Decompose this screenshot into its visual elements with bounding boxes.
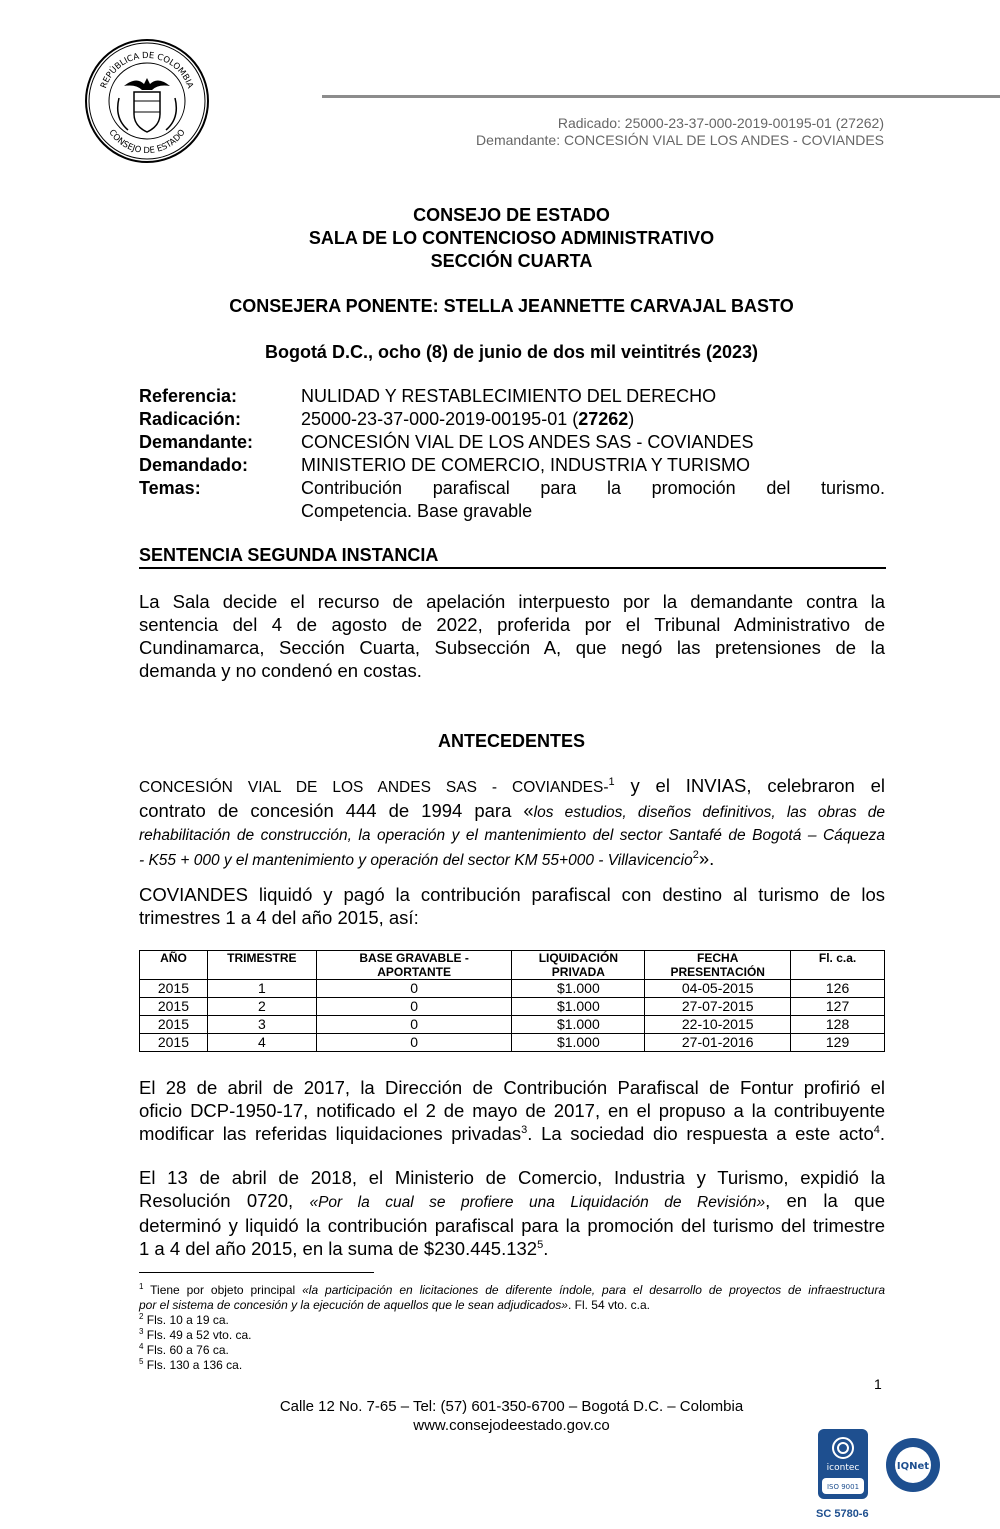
plaintiff-label: Demandante:: [139, 432, 254, 452]
footer-website: www.consejodeestado.gov.co: [413, 1417, 610, 1434]
footnote-ref-1: 1: [608, 775, 615, 788]
seal-text-top: REPÚBLICA DE COLOMBIA: [99, 50, 195, 90]
cell-folio: 126: [791, 980, 885, 998]
cell-date: 04-05-2015: [645, 980, 791, 998]
topics-value: Contribución parafiscal para la promoción del turismo. Competencia. Base gravable: [301, 478, 885, 521]
header-year: AÑO: [140, 951, 208, 980]
cell-quarter: 4: [207, 1034, 316, 1052]
payment-paragraph: COVIANDES liquidó y pagó la contribución parafiscal con destino al turismo de los trimestres 1 a 4 del año 2015, así:: [139, 884, 885, 928]
header-rule: [322, 95, 1000, 98]
footer-address: Calle 12 No. 7-65 – Tel: (57) 601-350-6700 – Bogotá D.C. – Colombia: [279, 1398, 744, 1415]
cell-folio: 129: [791, 1034, 885, 1052]
topics-label: Temas:: [139, 478, 201, 498]
rapporteur-title: CONSEJERA PONENTE: STELLA JEANNETTE CARVAJAL BASTO: [229, 296, 794, 316]
header-folio: Fl. c.a.: [791, 951, 885, 980]
header-plaintiff: Demandante: CONCESIÓN VIAL DE LOS ANDES - COVIANDES: [476, 132, 884, 148]
cell-year: 2015: [140, 1034, 208, 1052]
fontur-paragraph: El 28 de abril de 2017, la Dirección de Contribución Parafiscal de Fontur profirió el oficio DCP-1950-17, notificado el 2 de mayo de 2017, en el propuso a la contribuyente modificar las referidas liquidaciones privadas$^3$. La sociedad dio respuesta a este acto$^4$.: [139, 1077, 885, 1144]
resolution-paragraph: El 13 de abril de 2018, el Ministerio de Comercio, Industria y Turismo, expidió la Resolución 0720, «Por la cual se profiere una Liquidación de Revisión», en la que determinó y liquidó la contribución parafiscal para la promoción del turismo del trimestre 1 a 4 del año 2015, en la suma de $230.445.132$^5$.: [139, 1167, 885, 1259]
cell-base: 0: [316, 980, 512, 998]
cell-date: 27-01-2016: [645, 1034, 791, 1052]
cell-year: 2015: [140, 998, 208, 1016]
cell-liq: $1.000: [512, 1016, 645, 1034]
cell-folio: 128: [791, 1016, 885, 1034]
republic-of-colombia-seal: [84, 38, 210, 164]
svg-text:ISO 9001: ISO 9001: [826, 1483, 860, 1491]
footnote-3: $^3$ Fls. 49 a 52 vto. ca.: [139, 1327, 252, 1342]
footnote-rule: [139, 1272, 374, 1273]
footnote-1: $^1$ Tiene por objeto principal «la participación en licitaciones de diferente índole, para el desarrollo de proyectos de infraestructura por el sistema de concesión y la ejecución de aquellos que le sean adjudicados». Fl. 54 vto. c.a.: [139, 1282, 885, 1312]
svg-text:icontec: icontec: [826, 1463, 860, 1473]
footnote-ref-4: 4: [873, 1123, 880, 1136]
cell-quarter: 2: [207, 998, 316, 1016]
svg-text:IQNet: IQNet: [896, 1461, 930, 1472]
footnote-ref-2: 2: [692, 848, 699, 861]
date-place: Bogotá D.C., ocho (8) de junio de dos mil veintitrés (2023): [264, 342, 759, 362]
header-base: BASE GRAVABLE - APORTANTE: [316, 951, 512, 980]
reference-value: NULIDAD Y RESTABLECIMIENTO DEL DERECHO: [301, 386, 717, 406]
header-liquidation: LIQUIDACIÓN PRIVADA: [512, 951, 645, 980]
cell-base: 0: [316, 1016, 512, 1034]
cell-date: 27-07-2015: [645, 998, 791, 1016]
header-date: FECHA PRESENTACIÓN: [645, 951, 791, 980]
cell-liq: $1.000: [512, 998, 645, 1016]
table-row: [140, 980, 885, 998]
cell-base: 0: [316, 998, 512, 1016]
footnote-4: $^4$ Fls. 60 a 76 ca.: [139, 1342, 229, 1357]
radication-value: 25000-23-37-000-2019-00195-01 (27262): [301, 409, 635, 429]
table-header-row: [140, 951, 885, 980]
chamber-title: SALA DE LO CONTENCIOSO ADMINISTRATIVO: [308, 228, 715, 248]
cell-folio: 127: [791, 998, 885, 1016]
defendant-label: Demandado:: [139, 455, 249, 475]
footnote-ref-3: 3: [521, 1123, 528, 1136]
iqnet-badge: [884, 1436, 942, 1494]
cell-base: 0: [316, 1034, 512, 1052]
contribution-table: [139, 950, 885, 1052]
contract-paragraph: CONCESIÓN VIAL DE LOS ANDES SAS - COVIANDES-$^1$ y el INVIAS, celebraron el contrato de concesión 444 de 1994 para «los estudios, diseños definitivos, las obras de rehabilitación de construcción, la operación y el mantenimiento del sector Santafé de Bogotá – Cáqueza - K55 + 000 y el mantenimiento y operación del sector KM 55+000 - Villavicencio$^2$».: [139, 775, 885, 869]
cell-year: 2015: [140, 1016, 208, 1034]
header-case-number: Radicado: 25000-23-37-000-2019-00195-01 (27262): [557, 115, 884, 131]
court-title: CONSEJO DE ESTADO: [413, 205, 610, 225]
table-row: [140, 1016, 885, 1034]
cell-quarter: 3: [207, 1016, 316, 1034]
cell-liq: $1.000: [512, 1034, 645, 1052]
page-number: 1: [874, 1376, 882, 1392]
cell-liq: $1.000: [512, 980, 645, 998]
antecedentes-heading: ANTECEDENTES: [437, 731, 585, 751]
seal-text-bottom: CONSEJO DE ESTADO: [106, 127, 188, 157]
certificate-code: SC 5780-6: [816, 1508, 869, 1520]
radication-label: Radicación:: [139, 409, 242, 429]
cell-year: 2015: [140, 980, 208, 998]
defendant-value: MINISTERIO DE COMERCIO, INDUSTRIA Y TURISMO: [301, 455, 751, 475]
plaintiff-value: CONCESIÓN VIAL DE LOS ANDES SAS - COVIANDES: [301, 432, 754, 452]
section-title: SECCIÓN CUARTA: [430, 251, 593, 271]
reference-label: Referencia:: [139, 386, 238, 406]
table-row: [140, 998, 885, 1016]
header-quarter: TRIMESTRE: [207, 951, 316, 980]
sentence-heading: SENTENCIA SEGUNDA INSTANCIA: [139, 544, 886, 569]
footnote-5: $^5$ Fls. 130 a 136 ca.: [139, 1357, 243, 1372]
intro-paragraph: La Sala decide el recurso de apelación interpuesto por la demandante contra la sentencia del 4 de agosto de 2022, proferida por el Tribunal Administrativo de Cundinamarca, Sección Cuarta, Subsección A, que negó las pretensiones de la demanda y no condenó en costas.: [139, 591, 885, 681]
cell-date: 22-10-2015: [645, 1016, 791, 1034]
icontec-iso-9001-badge: [817, 1428, 869, 1500]
cell-quarter: 1: [207, 980, 316, 998]
footnote-ref-5: 5: [537, 1238, 544, 1251]
footnote-2: $^2$ Fls. 10 a 19 ca.: [139, 1312, 229, 1327]
table-row: [140, 1034, 885, 1052]
